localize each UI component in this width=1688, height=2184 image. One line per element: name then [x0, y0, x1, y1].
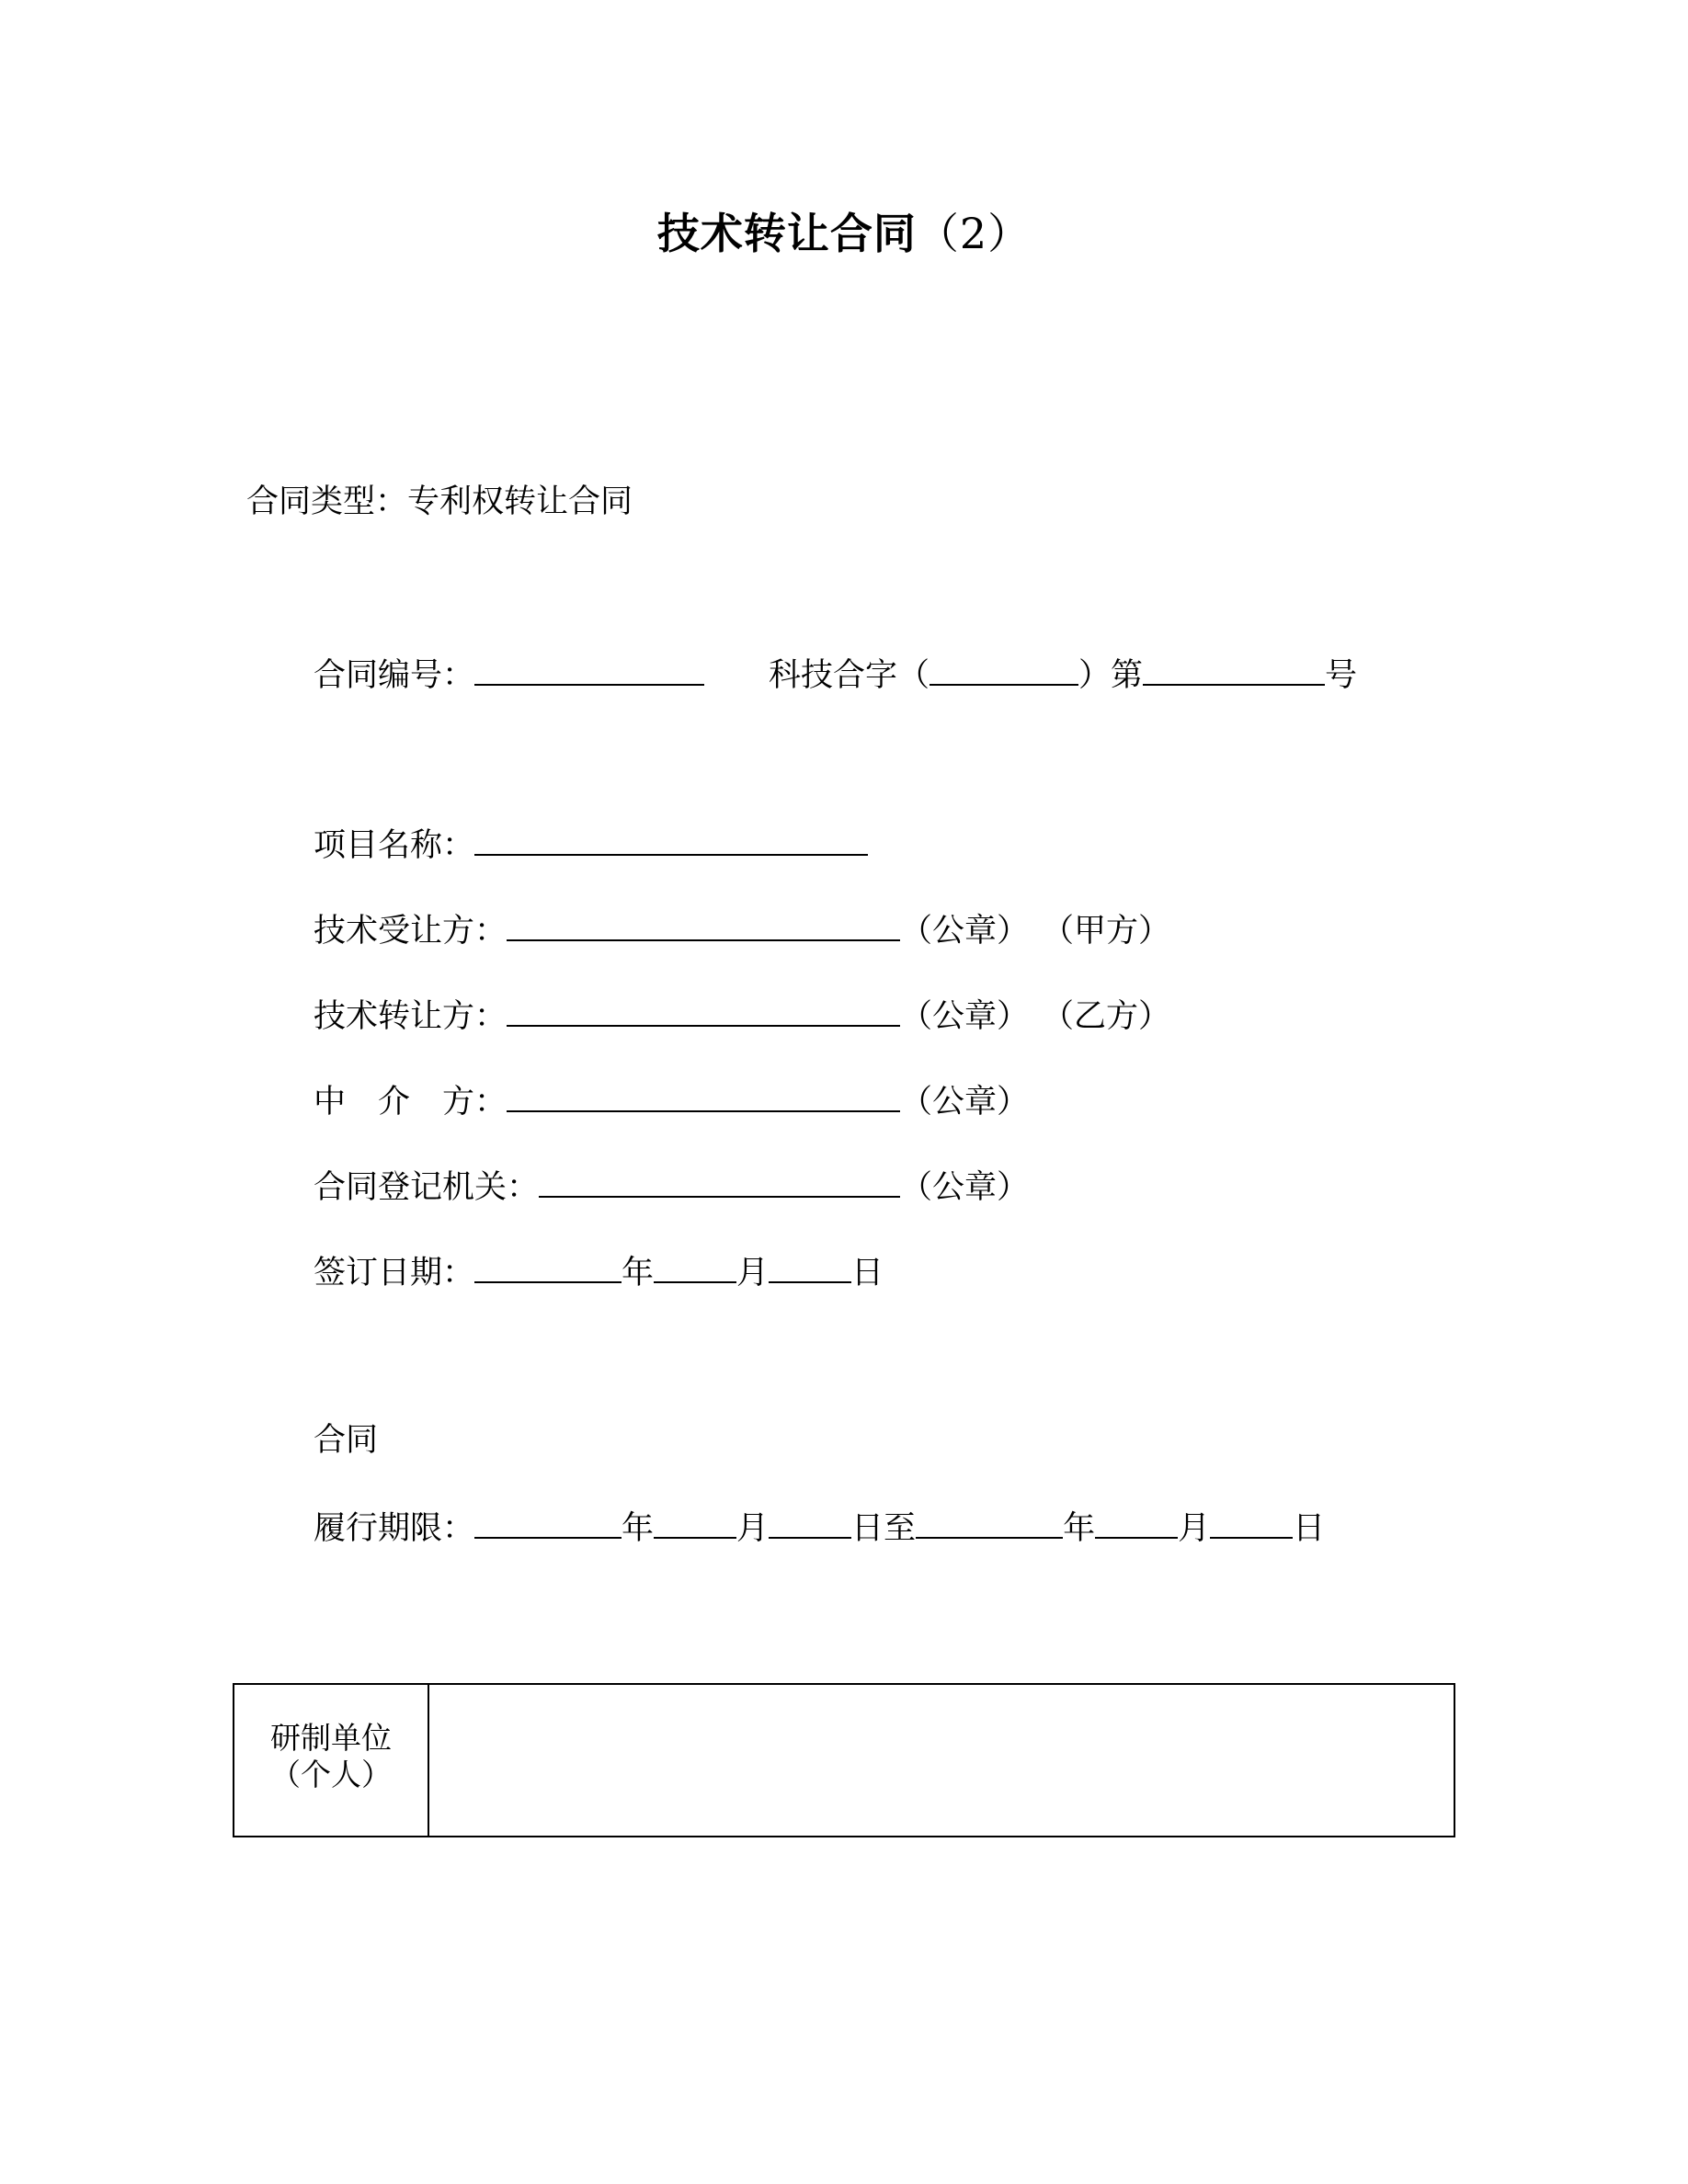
project-name-field[interactable]: [474, 823, 868, 856]
signing-date-label: 签订日期：: [314, 1255, 475, 1291]
performance-end-day-field[interactable]: [1210, 1506, 1293, 1539]
contract-number-field[interactable]: [474, 653, 704, 686]
assignee-field[interactable]: [507, 908, 900, 941]
performance-start-month-field[interactable]: [654, 1506, 736, 1539]
contract-number-row: [314, 653, 1357, 696]
performance-month2-unit: 月: [1178, 1510, 1211, 1547]
developer-value-cell[interactable]: [429, 1685, 1454, 1836]
performance-end-month-field[interactable]: [1095, 1506, 1178, 1539]
contract-category-field[interactable]: [930, 653, 1078, 686]
performance-start-day-field[interactable]: [769, 1506, 851, 1539]
intermediary-label: 中 介 方：: [314, 1084, 508, 1120]
performance-row: [314, 1506, 1325, 1549]
performance-day-to: 日至: [851, 1510, 917, 1547]
assignee-label: 技术受让方：: [314, 913, 508, 950]
performance-start-year-field[interactable]: [474, 1506, 622, 1539]
performance-day2-unit: 日: [1293, 1510, 1326, 1547]
developer-label-cell: [234, 1685, 429, 1836]
developer-label-line2: （个人）: [270, 1757, 392, 1792]
intermediary-row: [314, 1079, 1029, 1122]
assignor-label: 技术转让方：: [314, 998, 508, 1035]
signing-year-unit: 年: [622, 1255, 655, 1291]
developer-label-line1: 研制单位: [270, 1720, 392, 1756]
performance-end-year-field[interactable]: [916, 1506, 1063, 1539]
assignor-seal: （公章）: [900, 998, 1030, 1035]
title-main: 技术转让合同: [656, 209, 917, 258]
performance-month-unit: 月: [736, 1510, 770, 1547]
signing-date-row: [314, 1250, 884, 1293]
developer-table: [233, 1683, 1455, 1837]
contract-serial-field[interactable]: [1143, 653, 1325, 686]
assignor-row: [314, 994, 1170, 1037]
registry-field[interactable]: [539, 1165, 900, 1198]
signing-day-field[interactable]: [769, 1250, 851, 1283]
title-suffix: （2）: [916, 209, 1032, 258]
intermediary-field[interactable]: [507, 1079, 900, 1112]
contract-mid: ）第: [1078, 657, 1144, 694]
project-name-row: [314, 823, 868, 866]
performance-heading: 合同: [314, 1422, 379, 1459]
registry-row: [314, 1165, 1029, 1208]
signing-month-unit: 月: [736, 1255, 770, 1291]
contract-prefix: 科技合字（: [769, 657, 930, 694]
intermediary-seal: （公章）: [900, 1084, 1030, 1120]
contract-type: 合同类型：专利权转让合同: [246, 483, 633, 520]
contract-suffix: 号: [1325, 657, 1358, 694]
signing-year-field[interactable]: [474, 1250, 622, 1283]
assignor-field[interactable]: [507, 994, 900, 1027]
contract-number-label: 合同编号：: [314, 657, 475, 694]
performance-label: 履行期限：: [314, 1510, 475, 1547]
project-name-label: 项目名称：: [314, 827, 475, 864]
assignee-seal: （公章）: [900, 913, 1030, 950]
assignor-party: （乙方）: [1042, 998, 1171, 1035]
registry-label: 合同登记机关：: [314, 1169, 540, 1206]
assignee-row: [314, 908, 1170, 951]
registry-seal: （公章）: [900, 1169, 1030, 1206]
signing-month-field[interactable]: [654, 1250, 736, 1283]
performance-year2-unit: 年: [1063, 1510, 1096, 1547]
page-title: [0, 200, 1688, 261]
assignee-party: （甲方）: [1042, 913, 1171, 950]
signing-day-unit: 日: [851, 1255, 884, 1291]
performance-year-unit: 年: [622, 1510, 655, 1547]
